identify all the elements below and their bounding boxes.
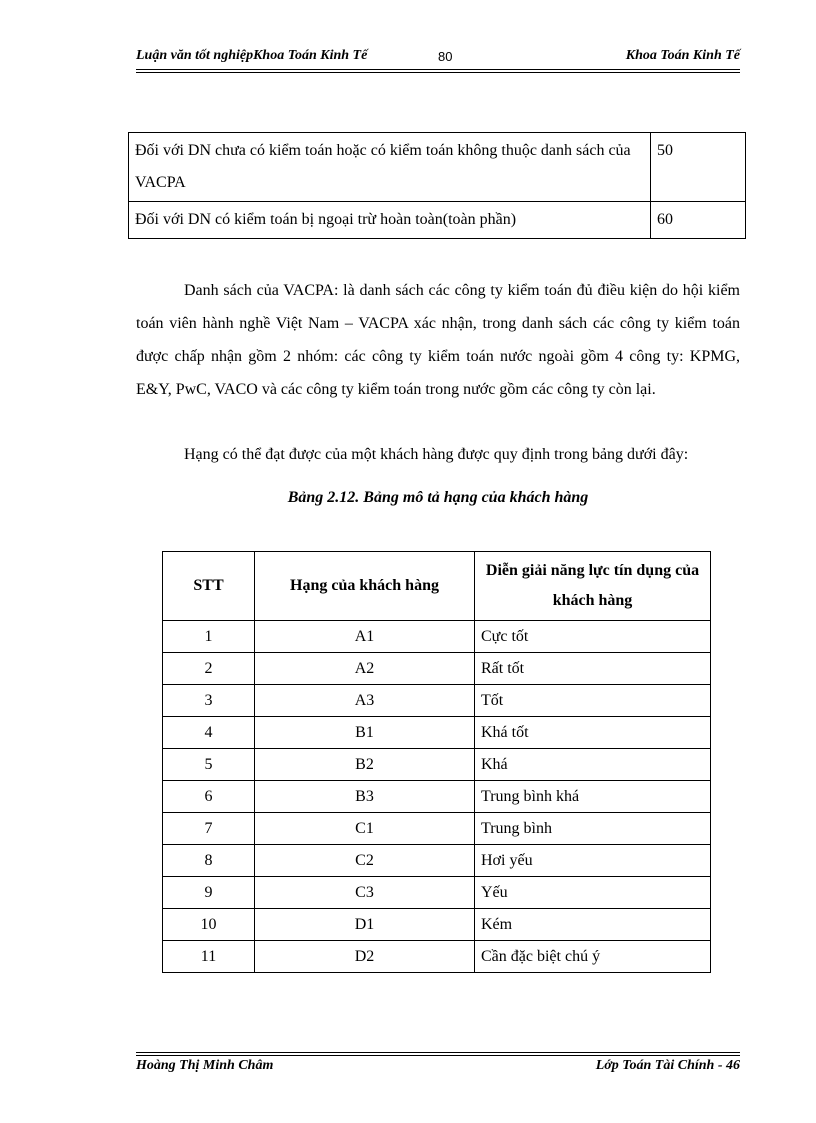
table-cell: Cực tốt [475,621,711,653]
table-row [163,781,711,813]
table-cell: Rất tốt [475,653,711,685]
table-row [163,749,711,781]
table-cell: 7 [163,813,255,845]
table-header-row [163,552,711,621]
table-caption: Bảng 2.12. Bảng mô tả hạng của khách hàng [287,489,589,506]
page-header [136,48,740,70]
header-page-number: 80 [438,49,453,64]
table-row [163,653,711,685]
table-cell: 1 [163,621,255,653]
table-cell: A3 [255,685,475,717]
table-cell: 3 [163,685,255,717]
table-cell: 10 [163,909,255,941]
table-cell: Khá [475,749,711,781]
table-cell: B1 [255,717,475,749]
table-cell: A1 [255,621,475,653]
header-rule [136,69,740,70]
table-cell: 50 [651,133,746,202]
table-cell: Hơi yếu [475,845,711,877]
table-cell: 60 [651,202,746,239]
table-cell: 4 [163,717,255,749]
table-cell: 2 [163,653,255,685]
table-cell: Tốt [475,685,711,717]
table-row [163,717,711,749]
table-cell: C3 [255,877,475,909]
table-cell: Đối với DN có kiểm toán bị ngoại trừ hoàn toàn(toàn phần) [129,202,651,239]
table-cell: 6 [163,781,255,813]
table-cell: D1 [255,909,475,941]
score-table [128,132,746,239]
table-cell: D2 [255,941,475,973]
page-footer [136,1058,740,1080]
footer-rule [136,1052,740,1053]
rank-table [162,551,711,973]
table-cell: Kém [475,909,711,941]
table-cell: Đối với DN chưa có kiểm toán hoặc có kiểm toán không thuộc danh sách của VACPA [129,133,651,202]
table-row [163,877,711,909]
column-header-description: Diễn giải năng lực tín dụng của khách hàng [475,552,711,621]
table-row [163,941,711,973]
table-row [163,621,711,653]
footer-class: Lớp Toán Tài Chính - 46 [595,1058,740,1073]
table-cell: Trung bình khá [475,781,711,813]
table-row [163,909,711,941]
table-cell: Trung bình [475,813,711,845]
table-cell: 8 [163,845,255,877]
table-cell: B3 [255,781,475,813]
table-cell: 11 [163,941,255,973]
table-cell: C2 [255,845,475,877]
paragraph-vacpa: Danh sách của VACPA: là danh sách các công ty kiểm toán đủ điều kiện do hội kiểm toán viên hành nghề Việt Nam – VACPA xác nhận, trong danh sách các công ty kiểm toán được chấp nhận gồm 2 nhóm: các công ty kiểm toán nước ngoài gồm 4 công ty: KPMG, E&Y, PwC, VACO và các công ty kiểm toán trong nước gồm các công ty còn lại. [136,282,740,398]
table-cell: Khá tốt [475,717,711,749]
table-row [163,845,711,877]
table-cell: 5 [163,749,255,781]
header-right-text: Khoa Toán Kinh Tế [625,48,740,63]
table-cell: Cần đặc biệt chú ý [475,941,711,973]
header-left-text: Luận văn tốt nghiệpKhoa Toán Kinh Tế [136,48,368,63]
paragraph-rank-intro: Hạng có thể đạt được của một khách hàng được quy định trong bảng dưới đây: [184,446,689,463]
table-cell: C1 [255,813,475,845]
table-cell: A2 [255,653,475,685]
column-header-stt: STT [163,552,255,621]
table-cell: Yếu [475,877,711,909]
footer-rule-double [136,1055,740,1056]
table-row [163,813,711,845]
column-header-rank: Hạng của khách hàng [255,552,475,621]
table-row [129,202,746,239]
table-row [163,685,711,717]
table-row [129,133,746,202]
table-cell: 9 [163,877,255,909]
footer-author: Hoàng Thị Minh Châm [136,1058,274,1073]
header-rule-double [136,72,740,73]
table-cell: B2 [255,749,475,781]
